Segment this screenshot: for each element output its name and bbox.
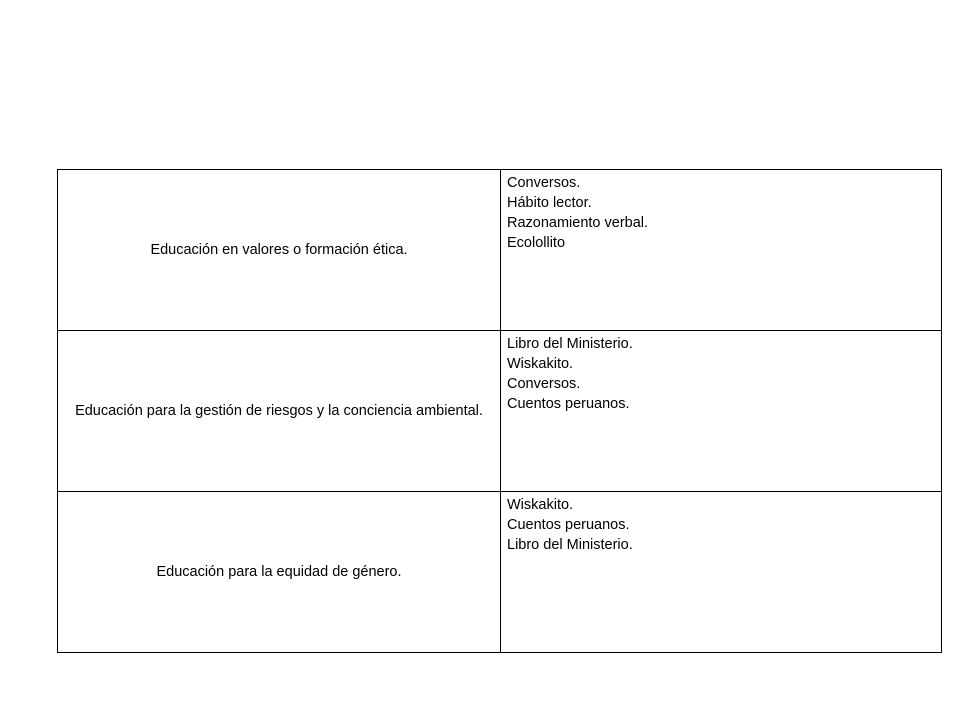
resource-item: Wiskakito. <box>507 497 574 513</box>
resource-item: Conversos. <box>507 175 581 191</box>
resources-cell <box>501 492 942 653</box>
table-row <box>58 331 942 492</box>
topic-cell: Educación para la gestión de riesgos y la conciencia ambiental. <box>58 331 501 492</box>
resource-item: Ecolollito <box>507 235 566 251</box>
table-row <box>58 170 942 331</box>
topic-cell: Educación en valores o formación ética. <box>58 170 501 331</box>
resources-cell <box>501 331 942 492</box>
resource-item: Hábito lector. <box>507 195 592 211</box>
resource-item: Libro del Ministerio. <box>507 537 633 553</box>
table-row <box>58 492 942 653</box>
resource-item: Cuentos peruanos. <box>507 517 630 533</box>
topic-cell: Educación para la equidad de género. <box>58 492 501 653</box>
resource-item: Conversos. <box>507 376 581 392</box>
resource-item: Wiskakito. <box>507 356 574 372</box>
resource-item: Cuentos peruanos. <box>507 396 630 412</box>
resources-cell <box>501 170 942 331</box>
content-table <box>57 169 942 653</box>
resource-item: Libro del Ministerio. <box>507 336 633 352</box>
resource-item: Razonamiento verbal. <box>507 215 649 231</box>
